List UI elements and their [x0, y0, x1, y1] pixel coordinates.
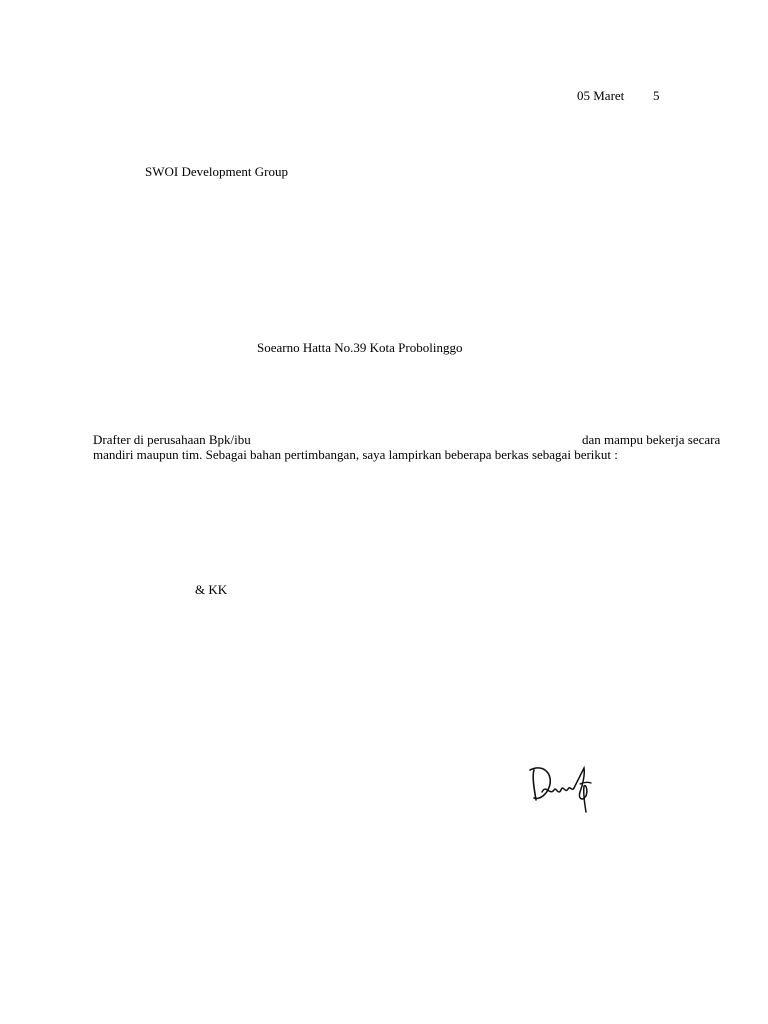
letter-date: 05 Maret	[577, 88, 625, 103]
body-paragraph-end: dan mampu bekerja secara	[582, 432, 721, 447]
recipient-company: SWOI Development Group	[145, 164, 288, 179]
letter-date-year: 5	[653, 88, 660, 103]
attachment-item: & KK	[195, 582, 228, 597]
body-paragraph-start: Drafter di perusahaan Bpk/ibu	[93, 432, 251, 447]
signature-icon	[528, 762, 594, 814]
body-paragraph-line2: mandiri maupun tim. Sebagai bahan pertimbangan, saya lampirkan beberapa berkas sebagai berikut :	[93, 447, 618, 462]
recipient-address: Soearno Hatta No.39 Kota Probolinggo	[257, 340, 463, 355]
